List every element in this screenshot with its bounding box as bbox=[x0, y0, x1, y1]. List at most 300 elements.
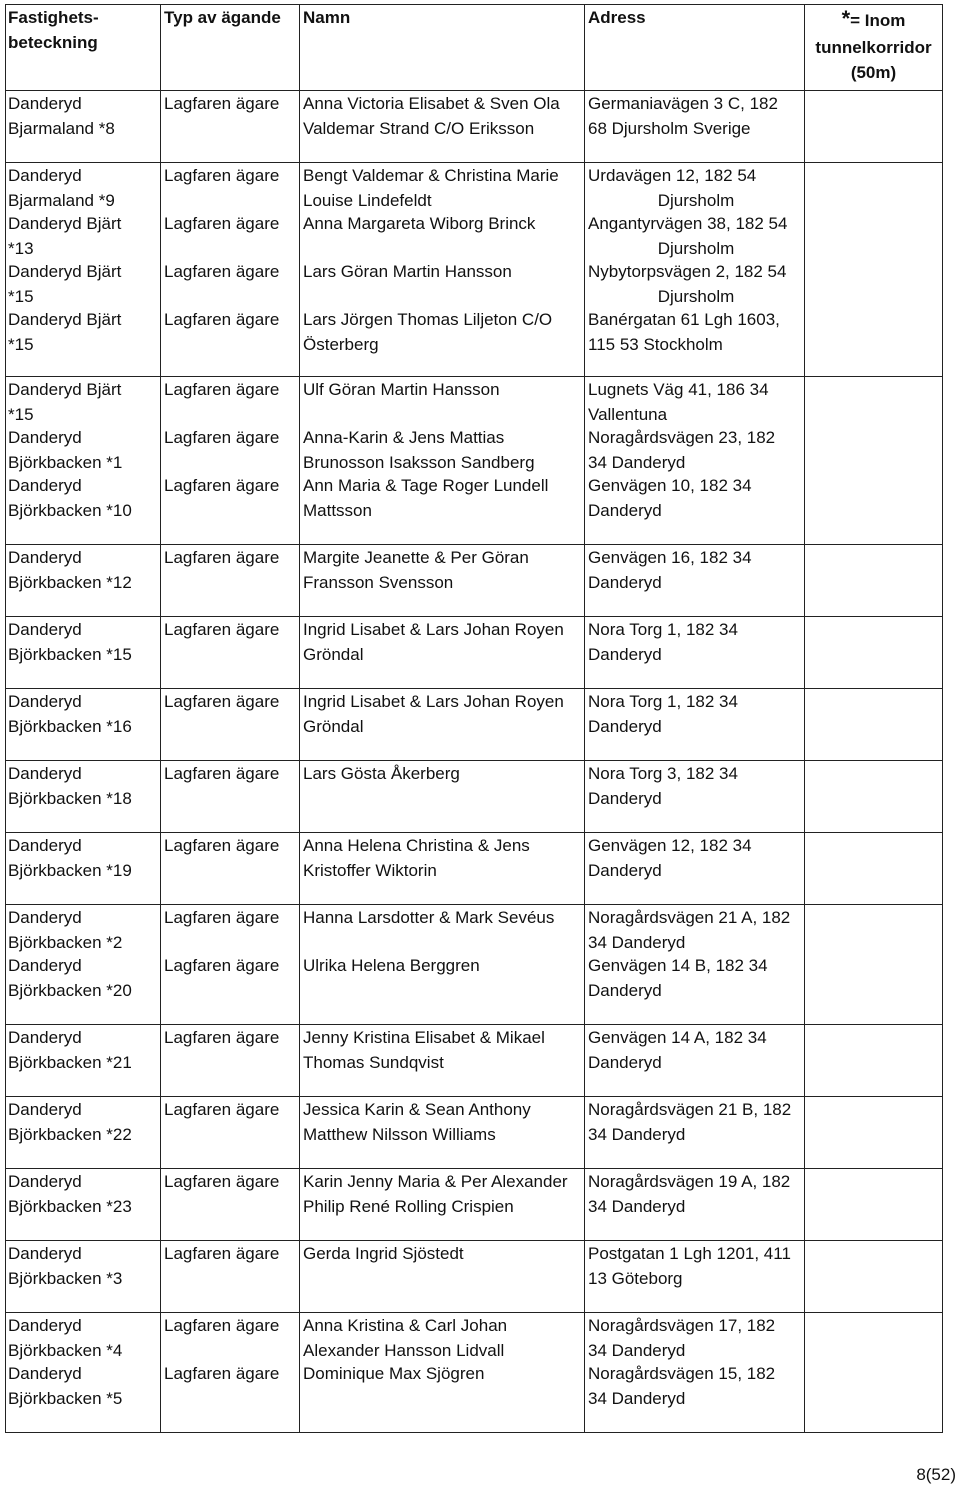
sub-entry bbox=[164, 617, 299, 665]
cell-typ-av-agande bbox=[161, 545, 300, 617]
sub-entry bbox=[588, 545, 804, 593]
typ-line: Lagfaren ägare bbox=[164, 1316, 280, 1335]
fastighet-line: Danderyd Bjärt bbox=[8, 262, 122, 281]
namn-line: Fransson Svensson bbox=[303, 573, 454, 592]
sub-entry bbox=[588, 91, 804, 139]
sub-entry bbox=[303, 91, 584, 139]
table-row bbox=[6, 1241, 943, 1313]
sub-entry bbox=[588, 1313, 804, 1361]
sub-entry bbox=[588, 211, 804, 259]
fastighet-line: Björkbacken *18 bbox=[8, 789, 132, 808]
sub-entry bbox=[588, 307, 804, 355]
cell-tunnelkorridor bbox=[805, 905, 943, 1025]
sub-entry bbox=[164, 473, 299, 521]
adress-line: 34 Danderyd bbox=[588, 1341, 686, 1360]
sub-entry bbox=[164, 211, 299, 259]
adress-line: 34 Danderyd bbox=[588, 1389, 686, 1408]
page-number: 8(52) bbox=[916, 1465, 956, 1484]
cell-tunnelkorridor bbox=[805, 689, 943, 761]
cell-namn bbox=[300, 761, 585, 833]
sub-entry bbox=[588, 617, 804, 665]
cell-adress bbox=[585, 833, 805, 905]
typ-line: Lagfaren ägare bbox=[164, 1364, 280, 1383]
cell-tunnelkorridor bbox=[805, 1169, 943, 1241]
cell-fastighetsbeteckning bbox=[6, 163, 161, 377]
cell-namn bbox=[300, 689, 585, 761]
namn-line: Kristoffer Wiktorin bbox=[303, 861, 437, 880]
typ-line: Lagfaren ägare bbox=[164, 764, 280, 783]
namn-line: Valdemar Strand C/O Eriksson bbox=[303, 119, 535, 138]
sub-entry bbox=[164, 1361, 299, 1409]
namn-line: Bengt Valdemar & Christina Marie bbox=[303, 166, 559, 185]
namn-line: Ann Maria & Tage Roger Lundell bbox=[303, 476, 549, 495]
fastighet-line: Danderyd bbox=[8, 908, 82, 927]
typ-line: Lagfaren ägare bbox=[164, 94, 280, 113]
fastighet-line: Danderyd bbox=[8, 692, 82, 711]
cell-tunnelkorridor bbox=[805, 1313, 943, 1433]
fastighet-line: Björkbacken *5 bbox=[8, 1389, 123, 1408]
sub-entry bbox=[8, 425, 160, 473]
adress-line: Danderyd bbox=[588, 645, 662, 664]
cell-namn bbox=[300, 617, 585, 689]
sub-entry bbox=[164, 1241, 299, 1289]
sub-entry bbox=[8, 1097, 160, 1145]
fastighet-line: Danderyd bbox=[8, 956, 82, 975]
adress-line: Nora Torg 1, 182 34 bbox=[588, 692, 738, 711]
cell-typ-av-agande bbox=[161, 1313, 300, 1433]
namn-line: Ulf Göran Martin Hansson bbox=[303, 380, 500, 399]
table-row bbox=[6, 1169, 943, 1241]
cell-typ-av-agande bbox=[161, 905, 300, 1025]
namn-line: Anna-Karin & Jens Mattias bbox=[303, 428, 505, 447]
sub-entry bbox=[303, 307, 584, 355]
sub-entry bbox=[303, 1361, 584, 1409]
adress-line: Danderyd bbox=[588, 981, 662, 1000]
sub-entry bbox=[8, 377, 160, 425]
cell-adress bbox=[585, 1097, 805, 1169]
fastighet-line: Danderyd bbox=[8, 94, 82, 113]
cell-adress bbox=[585, 905, 805, 1025]
cell-fastighetsbeteckning bbox=[6, 905, 161, 1025]
header-col5-line3: (50m) bbox=[850, 63, 897, 82]
table-row bbox=[6, 617, 943, 689]
sub-entry bbox=[303, 1313, 584, 1361]
cell-fastighetsbeteckning bbox=[6, 689, 161, 761]
namn-line: Alexander Hansson Lidvall bbox=[303, 1341, 505, 1360]
fastighet-line: Danderyd bbox=[8, 428, 82, 447]
cell-namn bbox=[300, 377, 585, 545]
namn-line: Gerda Ingrid Sjöstedt bbox=[303, 1244, 464, 1263]
cell-fastighetsbeteckning bbox=[6, 1241, 161, 1313]
namn-line: Ingrid Lisabet & Lars Johan Royen bbox=[303, 620, 564, 639]
namn-line: Louise Lindefeldt bbox=[303, 191, 432, 210]
namn-line: Anna Kristina & Carl Johan bbox=[303, 1316, 508, 1335]
header-adress bbox=[585, 5, 805, 91]
cell-namn bbox=[300, 1097, 585, 1169]
cell-typ-av-agande bbox=[161, 91, 300, 163]
sub-entry bbox=[588, 377, 804, 425]
cell-typ-av-agande bbox=[161, 1169, 300, 1241]
cell-typ-av-agande bbox=[161, 617, 300, 689]
namn-line: Ulrika Helena Berggren bbox=[303, 956, 480, 975]
table-row bbox=[6, 91, 943, 163]
typ-line: Lagfaren ägare bbox=[164, 476, 280, 495]
cell-namn bbox=[300, 1241, 585, 1313]
table-row bbox=[6, 377, 943, 545]
namn-line: Karin Jenny Maria & Per Alexander bbox=[303, 1172, 568, 1191]
adress-line: 68 Djursholm Sverige bbox=[588, 119, 751, 138]
header-col2-text: Typ av ägande bbox=[164, 8, 281, 27]
adress-line: Noragårdsvägen 23, 182 bbox=[588, 428, 776, 447]
fastighet-line: Danderyd bbox=[8, 620, 82, 639]
table-row bbox=[6, 545, 943, 617]
sub-entry bbox=[164, 307, 299, 355]
adress-line: Nora Torg 3, 182 34 bbox=[588, 764, 738, 783]
adress-line: Nybytorpsvägen 2, 182 54 bbox=[588, 262, 787, 281]
cell-fastighetsbeteckning bbox=[6, 1025, 161, 1097]
sub-entry bbox=[303, 617, 584, 665]
namn-line: Philip René Rolling Crispien bbox=[303, 1197, 514, 1216]
sub-entry bbox=[8, 905, 160, 953]
cell-tunnelkorridor bbox=[805, 163, 943, 377]
cell-tunnelkorridor bbox=[805, 377, 943, 545]
cell-fastighetsbeteckning bbox=[6, 377, 161, 545]
table-row bbox=[6, 833, 943, 905]
adress-line: Danderyd bbox=[588, 501, 662, 520]
fastighet-line: Björkbacken *20 bbox=[8, 981, 132, 1000]
cell-namn bbox=[300, 905, 585, 1025]
cell-namn bbox=[300, 545, 585, 617]
cell-tunnelkorridor bbox=[805, 617, 943, 689]
header-tunnelkorridor bbox=[805, 5, 943, 91]
header-col5-line1 bbox=[805, 5, 942, 35]
sub-entry bbox=[164, 1169, 299, 1217]
cell-typ-av-agande bbox=[161, 761, 300, 833]
fastighet-line: Danderyd bbox=[8, 836, 82, 855]
cell-fastighetsbeteckning bbox=[6, 617, 161, 689]
sub-entry bbox=[303, 905, 584, 953]
adress-line: Noragårdsvägen 21 B, 182 bbox=[588, 1100, 792, 1119]
cell-fastighetsbeteckning bbox=[6, 761, 161, 833]
fastighet-line: Danderyd bbox=[8, 1244, 82, 1263]
sub-entry bbox=[164, 761, 299, 809]
cell-tunnelkorridor bbox=[805, 545, 943, 617]
adress-line: Genvägen 10, 182 34 bbox=[588, 476, 752, 495]
adress-line: 115 53 Stockholm bbox=[588, 335, 723, 354]
sub-entry bbox=[164, 545, 299, 593]
sub-entry bbox=[8, 259, 160, 307]
table-row bbox=[6, 689, 943, 761]
header-col5-line1-text: = Inom bbox=[850, 11, 906, 30]
sub-entry bbox=[8, 1361, 160, 1409]
adress-line: Banérgatan 61 Lgh 1603, bbox=[588, 310, 780, 329]
cell-adress bbox=[585, 545, 805, 617]
sub-entry bbox=[303, 211, 584, 259]
fastighet-line: Danderyd bbox=[8, 548, 82, 567]
sub-entry bbox=[303, 163, 584, 211]
cell-typ-av-agande bbox=[161, 377, 300, 545]
cell-adress bbox=[585, 689, 805, 761]
sub-entry bbox=[588, 1097, 804, 1145]
cell-adress bbox=[585, 377, 805, 545]
namn-line: Brunosson Isaksson Sandberg bbox=[303, 453, 535, 472]
namn-line: Gröndal bbox=[303, 645, 364, 664]
adress-line: 34 Danderyd bbox=[588, 933, 686, 952]
namn-line: Lars Gösta Åkerberg bbox=[303, 764, 460, 783]
adress-line: 34 Danderyd bbox=[588, 1197, 686, 1216]
table-row bbox=[6, 1097, 943, 1169]
namn-line: Lars Göran Martin Hansson bbox=[303, 262, 512, 281]
header-namn bbox=[300, 5, 585, 91]
adress-line: Djursholm bbox=[657, 191, 735, 210]
cell-typ-av-agande bbox=[161, 1025, 300, 1097]
sub-entry bbox=[303, 1169, 584, 1217]
sub-entry bbox=[164, 1097, 299, 1145]
sub-entry bbox=[303, 1241, 584, 1289]
adress-line: Urdavägen 12, 182 54 bbox=[588, 166, 757, 185]
sub-entry bbox=[303, 259, 584, 307]
cell-fastighetsbeteckning bbox=[6, 545, 161, 617]
typ-line: Lagfaren ägare bbox=[164, 836, 280, 855]
sub-entry bbox=[8, 689, 160, 737]
header-col3-text: Namn bbox=[303, 8, 351, 27]
typ-line: Lagfaren ägare bbox=[164, 548, 280, 567]
typ-line: Lagfaren ägare bbox=[164, 620, 280, 639]
adress-line: Angantyrvägen 38, 182 54 bbox=[588, 214, 788, 233]
fastighet-line: Danderyd Bjärt bbox=[8, 380, 122, 399]
typ-line: Lagfaren ägare bbox=[164, 956, 280, 975]
cell-namn bbox=[300, 1313, 585, 1433]
cell-adress bbox=[585, 1169, 805, 1241]
sub-entry bbox=[303, 473, 584, 521]
fastighet-line: Danderyd bbox=[8, 1364, 82, 1383]
adress-line: Noragårdsvägen 21 A, 182 bbox=[588, 908, 791, 927]
cell-tunnelkorridor bbox=[805, 1241, 943, 1313]
fastighet-line: Björkbacken *1 bbox=[8, 453, 123, 472]
fastighet-line: Danderyd bbox=[8, 476, 82, 495]
cell-typ-av-agande bbox=[161, 163, 300, 377]
sub-entry bbox=[164, 259, 299, 307]
header-col4-text: Adress bbox=[588, 8, 646, 27]
table-row bbox=[6, 1313, 943, 1433]
adress-line: Danderyd bbox=[588, 789, 662, 808]
header-typ-av-agande bbox=[161, 5, 300, 91]
fastighet-line: Danderyd bbox=[8, 1172, 82, 1191]
adress-line: Nora Torg 1, 182 34 bbox=[588, 620, 738, 639]
sub-entry bbox=[8, 307, 160, 355]
sub-entry bbox=[8, 1241, 160, 1289]
fastighet-line: *15 bbox=[8, 287, 34, 306]
fastighet-line: *13 bbox=[8, 239, 34, 258]
cell-typ-av-agande bbox=[161, 1097, 300, 1169]
sub-entry bbox=[303, 1025, 584, 1073]
sub-entry bbox=[588, 953, 804, 1001]
fastighet-line: Björkbacken *19 bbox=[8, 861, 132, 880]
cell-adress bbox=[585, 761, 805, 833]
fastighet-line: Björkbacken *15 bbox=[8, 645, 132, 664]
cell-fastighetsbeteckning bbox=[6, 1169, 161, 1241]
adress-line: Danderyd bbox=[588, 717, 662, 736]
fastighet-line: Björkbacken *3 bbox=[8, 1269, 123, 1288]
cell-tunnelkorridor bbox=[805, 91, 943, 163]
typ-line: Lagfaren ägare bbox=[164, 428, 280, 447]
sub-entry bbox=[588, 761, 804, 809]
sub-entry bbox=[164, 953, 299, 1001]
adress-line: Noragårdsvägen 17, 182 bbox=[588, 1316, 776, 1335]
adress-line: Danderyd bbox=[588, 573, 662, 592]
fastighet-line: Bjarmaland *9 bbox=[8, 191, 115, 210]
cell-typ-av-agande bbox=[161, 689, 300, 761]
sub-entry bbox=[164, 163, 299, 211]
cell-namn bbox=[300, 833, 585, 905]
header-col5-star: * bbox=[841, 6, 851, 31]
namn-line: Ingrid Lisabet & Lars Johan Royen bbox=[303, 692, 564, 711]
sub-entry bbox=[8, 1313, 160, 1361]
table-body bbox=[6, 5, 943, 1433]
sub-entry bbox=[164, 1025, 299, 1073]
sub-entry bbox=[303, 1097, 584, 1145]
sub-entry bbox=[588, 1241, 804, 1289]
cell-tunnelkorridor bbox=[805, 1097, 943, 1169]
table-row bbox=[6, 1025, 943, 1097]
fastighet-line: Danderyd bbox=[8, 764, 82, 783]
sub-entry bbox=[8, 617, 160, 665]
adress-line: 13 Göteborg bbox=[588, 1269, 683, 1288]
fastighet-line: Björkbacken *23 bbox=[8, 1197, 132, 1216]
sub-entry bbox=[303, 377, 584, 425]
sub-entry bbox=[588, 689, 804, 737]
sub-entry bbox=[588, 163, 804, 211]
typ-line: Lagfaren ägare bbox=[164, 380, 280, 399]
cell-tunnelkorridor bbox=[805, 1025, 943, 1097]
sub-entry bbox=[303, 545, 584, 593]
sub-entry bbox=[164, 905, 299, 953]
fastighet-line: Danderyd bbox=[8, 1316, 82, 1335]
adress-line: Noragårdsvägen 19 A, 182 bbox=[588, 1172, 791, 1191]
namn-line: Jenny Kristina Elisabet & Mikael bbox=[303, 1028, 545, 1047]
sub-entry bbox=[164, 425, 299, 473]
table-row bbox=[6, 163, 943, 377]
fastighet-line: Björkbacken *4 bbox=[8, 1341, 123, 1360]
namn-line: Anna Helena Christina & Jens bbox=[303, 836, 530, 855]
adress-line: Djursholm bbox=[657, 287, 735, 306]
property-owner-table bbox=[5, 4, 943, 1433]
sub-entry bbox=[8, 761, 160, 809]
adress-line: Noragårdsvägen 15, 182 bbox=[588, 1364, 776, 1383]
fastighet-line: Bjarmaland *8 bbox=[8, 119, 115, 138]
fastighet-line: Björkbacken *22 bbox=[8, 1125, 132, 1144]
header-col1-line1: Fastighets- bbox=[8, 8, 99, 27]
fastighet-line: Björkbacken *21 bbox=[8, 1053, 132, 1072]
namn-line: Matthew Nilsson Williams bbox=[303, 1125, 496, 1144]
namn-line: Lars Jörgen Thomas Liljeton C/O bbox=[303, 310, 553, 329]
typ-line: Lagfaren ägare bbox=[164, 692, 280, 711]
sub-entry bbox=[588, 833, 804, 881]
header-col5-line2: tunnelkorridor bbox=[815, 38, 932, 57]
fastighet-line: Danderyd bbox=[8, 1100, 82, 1119]
cell-tunnelkorridor bbox=[805, 833, 943, 905]
sub-entry bbox=[8, 211, 160, 259]
adress-line: Genvägen 16, 182 34 bbox=[588, 548, 752, 567]
sub-entry bbox=[588, 473, 804, 521]
table-row bbox=[6, 905, 943, 1025]
typ-line: Lagfaren ägare bbox=[164, 908, 280, 927]
sub-entry bbox=[588, 905, 804, 953]
typ-line: Lagfaren ägare bbox=[164, 262, 280, 281]
cell-namn bbox=[300, 1025, 585, 1097]
sub-entry bbox=[8, 833, 160, 881]
cell-fastighetsbeteckning bbox=[6, 91, 161, 163]
sub-entry bbox=[8, 1025, 160, 1073]
namn-line: Dominique Max Sjögren bbox=[303, 1364, 485, 1383]
sub-entry bbox=[588, 259, 804, 307]
namn-line: Anna Margareta Wiborg Brinck bbox=[303, 214, 536, 233]
sub-entry bbox=[8, 91, 160, 139]
adress-line: Danderyd bbox=[588, 861, 662, 880]
fastighet-line: Danderyd Bjärt bbox=[8, 214, 122, 233]
fastighet-line: Björkbacken *12 bbox=[8, 573, 132, 592]
adress-line: Vallentuna bbox=[588, 405, 668, 424]
namn-line: Margite Jeanette & Per Göran bbox=[303, 548, 529, 567]
namn-line: Jessica Karin & Sean Anthony bbox=[303, 1100, 531, 1119]
adress-line: 34 Danderyd bbox=[588, 453, 686, 472]
fastighet-line: Danderyd Bjärt bbox=[8, 310, 122, 329]
sub-entry bbox=[588, 1025, 804, 1073]
typ-line: Lagfaren ägare bbox=[164, 1172, 280, 1191]
sub-entry bbox=[164, 1313, 299, 1361]
typ-line: Lagfaren ägare bbox=[164, 214, 280, 233]
cell-namn bbox=[300, 1169, 585, 1241]
sub-entry bbox=[8, 545, 160, 593]
sub-entry bbox=[588, 425, 804, 473]
cell-tunnelkorridor bbox=[805, 761, 943, 833]
typ-line: Lagfaren ägare bbox=[164, 1028, 280, 1047]
sub-entry bbox=[303, 761, 584, 809]
fastighet-line: *15 bbox=[8, 335, 34, 354]
cell-typ-av-agande bbox=[161, 1241, 300, 1313]
header-col1-line2: beteckning bbox=[8, 33, 98, 52]
namn-line: Österberg bbox=[303, 335, 379, 354]
cell-fastighetsbeteckning bbox=[6, 1313, 161, 1433]
namn-line: Anna Victoria Elisabet & Sven Ola bbox=[303, 94, 560, 113]
namn-line: Thomas Sundqvist bbox=[303, 1053, 444, 1072]
typ-line: Lagfaren ägare bbox=[164, 166, 280, 185]
cell-adress bbox=[585, 163, 805, 377]
table-row bbox=[6, 761, 943, 833]
sub-entry bbox=[303, 689, 584, 737]
sub-entry bbox=[8, 1169, 160, 1217]
adress-line: Djursholm bbox=[657, 239, 735, 258]
sub-entry bbox=[303, 425, 584, 473]
adress-line: Postgatan 1 Lgh 1201, 411 bbox=[588, 1244, 791, 1263]
fastighet-line: Björkbacken *2 bbox=[8, 933, 123, 952]
sub-entry bbox=[303, 953, 584, 1001]
fastighet-line: Danderyd bbox=[8, 166, 82, 185]
cell-adress bbox=[585, 617, 805, 689]
sub-entry bbox=[303, 833, 584, 881]
adress-line: Genvägen 14 B, 182 34 bbox=[588, 956, 768, 975]
header-row bbox=[6, 5, 943, 91]
adress-line: Genvägen 14 A, 182 34 bbox=[588, 1028, 767, 1047]
cell-namn bbox=[300, 91, 585, 163]
cell-adress bbox=[585, 1313, 805, 1433]
fastighet-line: Björkbacken *16 bbox=[8, 717, 132, 736]
sub-entry bbox=[8, 953, 160, 1001]
typ-line: Lagfaren ägare bbox=[164, 1100, 280, 1119]
typ-line: Lagfaren ägare bbox=[164, 310, 280, 329]
cell-fastighetsbeteckning bbox=[6, 833, 161, 905]
namn-line: Hanna Larsdotter & Mark Sevéus bbox=[303, 908, 555, 927]
